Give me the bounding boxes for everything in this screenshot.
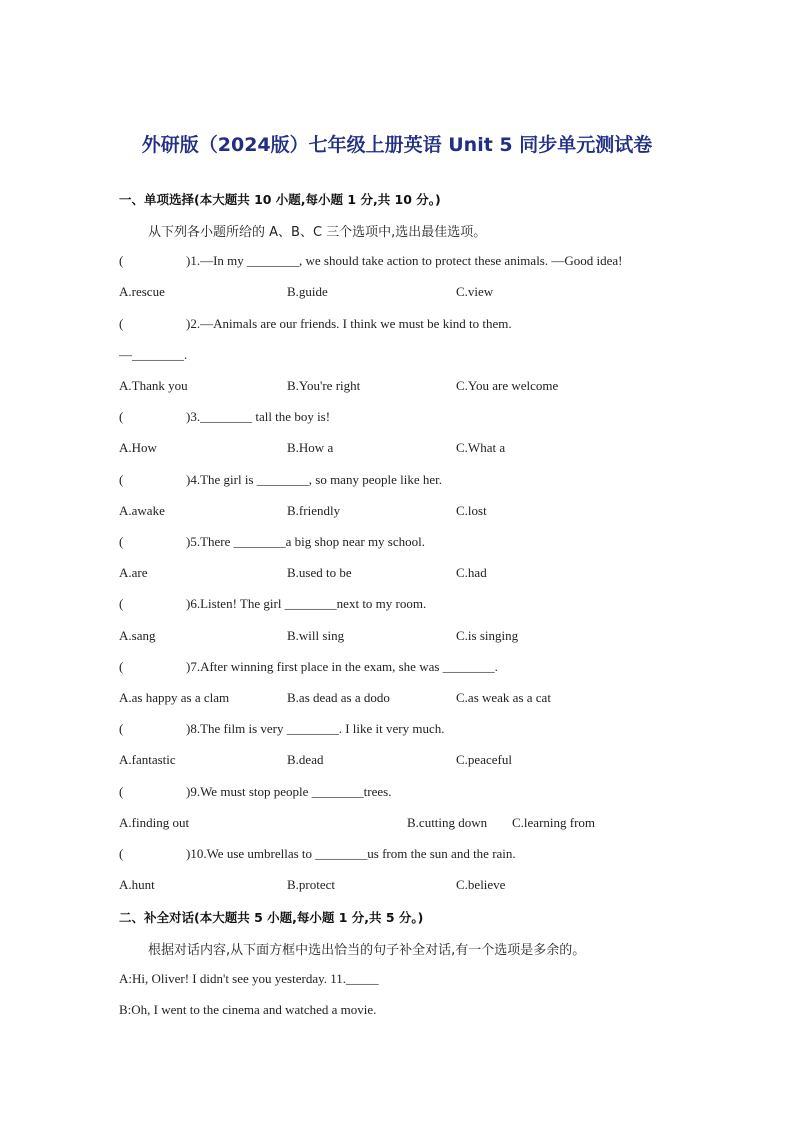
- section-1-instruction: 从下列各小题所给的 A、B、C 三个选项中,选出最佳选项。: [148, 225, 487, 240]
- option-b: B.dead: [287, 752, 324, 767]
- answer-paren: (: [119, 472, 124, 487]
- answer-paren: (: [119, 253, 124, 268]
- option-a: A.awake: [119, 503, 165, 518]
- question-text: )5.There ________a big shop near my school.: [186, 534, 426, 549]
- question-text: )6.Listen! The girl ________next to my room.: [186, 596, 427, 611]
- option-b: B.How a: [287, 440, 334, 455]
- dialog-line-1: A:Hi, Oliver! I didn't see you yesterday. 11._____: [119, 971, 379, 986]
- section-2-instruction: 根据对话内容,从下面方框中选出恰当的句子补全对话,有一个选项是多余的。: [148, 943, 586, 958]
- option-b: B.cutting down: [407, 815, 488, 830]
- dialog-line-2: B:Oh, I went to the cinema and watched a movie.: [119, 1002, 377, 1017]
- option-a: A.as happy as a clam: [119, 690, 230, 705]
- option-a: A.How: [119, 440, 157, 455]
- option-c: C.had: [456, 565, 487, 580]
- question-text: )8.The film is very ________. I like it very much.: [186, 721, 445, 736]
- answer-paren: (: [119, 784, 124, 799]
- option-b: B.You're right: [287, 378, 361, 393]
- question-text: )2.—Animals are our friends. I think we must be kind to them.: [186, 316, 512, 331]
- option-a: A.rescue: [119, 284, 165, 299]
- option-c: C.What a: [456, 440, 506, 455]
- option-b: B.will sing: [287, 628, 345, 643]
- question-text: )7.After winning first place in the exam, she was ________.: [186, 659, 498, 674]
- option-b: B.guide: [287, 284, 328, 299]
- question-text: )10.We use umbrellas to ________us from the sun and the rain.: [186, 846, 516, 861]
- option-a: A.sang: [119, 628, 156, 643]
- question-text: )4.The girl is ________, so many people like her.: [186, 472, 442, 487]
- option-a: A.are: [119, 565, 148, 580]
- option-c: C.You are welcome: [456, 378, 559, 393]
- question-text: )9.We must stop people ________trees.: [186, 784, 392, 799]
- option-c: C.lost: [456, 503, 487, 518]
- answer-paren: (: [119, 721, 124, 736]
- section-2-heading: 二、补全对话(本大题共 5 小题,每小题 1 分,共 5 分。): [119, 910, 424, 925]
- option-c: C.learning from: [512, 815, 596, 830]
- option-a: A.fantastic: [119, 752, 176, 767]
- option-c: C.as weak as a cat: [456, 690, 551, 705]
- question-2-continuation: —________.: [119, 347, 188, 362]
- option-c: C.believe: [456, 877, 506, 892]
- option-c: C.peaceful: [456, 752, 512, 767]
- page-title: 外研版（2024版）七年级上册英语 Unit 5 同步单元测试卷: [141, 134, 653, 156]
- section-1-heading: 一、单项选择(本大题共 10 小题,每小题 1 分,共 10 分。): [119, 192, 441, 207]
- answer-paren: (: [119, 659, 124, 674]
- answer-paren: (: [119, 534, 124, 549]
- option-b: B.protect: [287, 877, 336, 892]
- question-text: )1.—In my ________, we should take action to protect these animals. —Good idea!: [186, 253, 623, 268]
- answer-paren: (: [119, 596, 124, 611]
- option-c: C.is singing: [456, 628, 519, 643]
- option-b: B.friendly: [287, 503, 341, 518]
- option-a: A.hunt: [119, 877, 155, 892]
- question-text: )3.________ tall the boy is!: [186, 409, 331, 424]
- answer-paren: (: [119, 316, 124, 331]
- answer-paren: (: [119, 409, 124, 424]
- option-b: B.as dead as a dodo: [287, 690, 390, 705]
- option-c: C.view: [456, 284, 494, 299]
- option-b: B.used to be: [287, 565, 352, 580]
- answer-paren: (: [119, 846, 124, 861]
- option-a: A.Thank you: [119, 378, 188, 393]
- option-a: A.finding out: [119, 815, 190, 830]
